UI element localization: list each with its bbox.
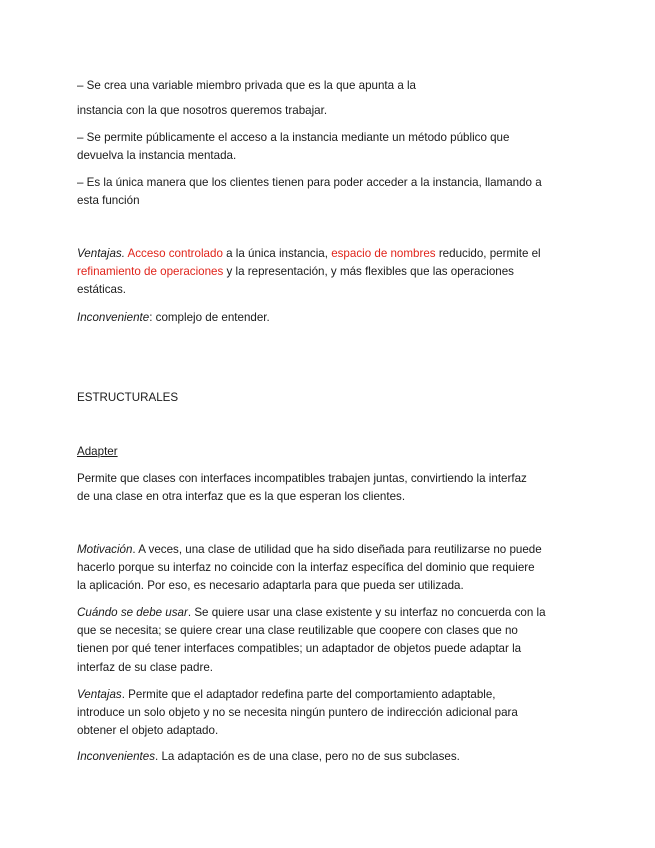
singleton-ventajas-text-2: reducido, permite el <box>438 247 541 260</box>
adapter-inconvenientes-paragraph <box>77 748 617 766</box>
bullet-private-member: – Se crea una variable miembro privada que es la que apunta a la <box>77 79 417 92</box>
adapter-title: Adapter <box>77 445 118 458</box>
section-heading-estructurales: ESTRUCTURALES <box>77 391 179 404</box>
highlight-espacio-de-nombres: espacio de nombres <box>331 247 436 260</box>
adapter-motivacion-label: Motivación <box>77 543 133 556</box>
singleton-inconveniente-text: : complejo de entender. <box>149 311 270 324</box>
bullet-public-access: – Se permite públicamente el acceso a la instancia mediante un método público que devuelva la instancia mentada. <box>77 131 510 163</box>
adapter-inconvenientes-label: Inconvenientes <box>77 750 155 763</box>
highlight-acceso-controlado: Acceso controlado <box>127 247 223 260</box>
singleton-ventajas-paragraph <box>77 245 617 300</box>
adapter-ventajas-text: . Permite que el adaptador redefina parte del comportamiento adaptable, introduce un solo objeto y no se necesita ningún puntero de indirección adicional para obtener el objeto adaptado. <box>77 688 518 738</box>
singleton-ventajas-text-1: a la única instancia, <box>222 247 332 260</box>
singleton-ventajas-label: Ventajas. <box>77 247 125 260</box>
bullet-private-member-continued: instancia con la que nosotros queremos trabajar. <box>77 104 328 117</box>
singleton-inconveniente-label: Inconveniente <box>77 311 150 324</box>
adapter-cuando-label: Cuándo se debe usar <box>77 606 188 619</box>
singleton-ventajas-text-3: y la representación, y más flexibles que las operaciones estáticas. <box>77 265 514 297</box>
adapter-inconvenientes-text: . La adaptación es de una clase, pero no de sus subclases. <box>155 750 460 763</box>
highlight-refinamiento: refinamiento de operaciones <box>77 265 224 279</box>
adapter-motivacion-paragraph <box>77 541 617 596</box>
singleton-inconveniente-paragraph <box>77 309 617 327</box>
adapter-motivacion-text: . A veces, una clase de utilidad que ha sido diseñada para reutilizarse no puede hacerlo porque su interfaz no coincide con la interfaz específica del dominio que requiere la aplicación. Por eso, es necesario adaptarla para que pueda ser utilizada. <box>77 543 542 593</box>
adapter-cuando-text: . Se quiere usar una clase existente y su interfaz no concuerda con la que se necesita; se quiere crear una clase reutilizable que coopere con clases que no tienen por qué tener interfaces compatibles; un adaptador de objetos puede adaptar la interfaz de su clase padre. <box>77 606 546 674</box>
adapter-cuando-paragraph <box>77 604 617 677</box>
bullet-only-way: – Es la única manera que los clientes tienen para poder acceder a la instancia, llamando a esta función <box>77 176 542 208</box>
adapter-ventajas-label: Ventajas <box>77 688 122 701</box>
adapter-ventajas-paragraph <box>77 686 617 741</box>
adapter-intro: Permite que clases con interfaces incompatibles trabajen juntas, convirtiendo la interfaz de una clase en otra interfaz que es la que esperan los clientes. <box>77 472 527 504</box>
